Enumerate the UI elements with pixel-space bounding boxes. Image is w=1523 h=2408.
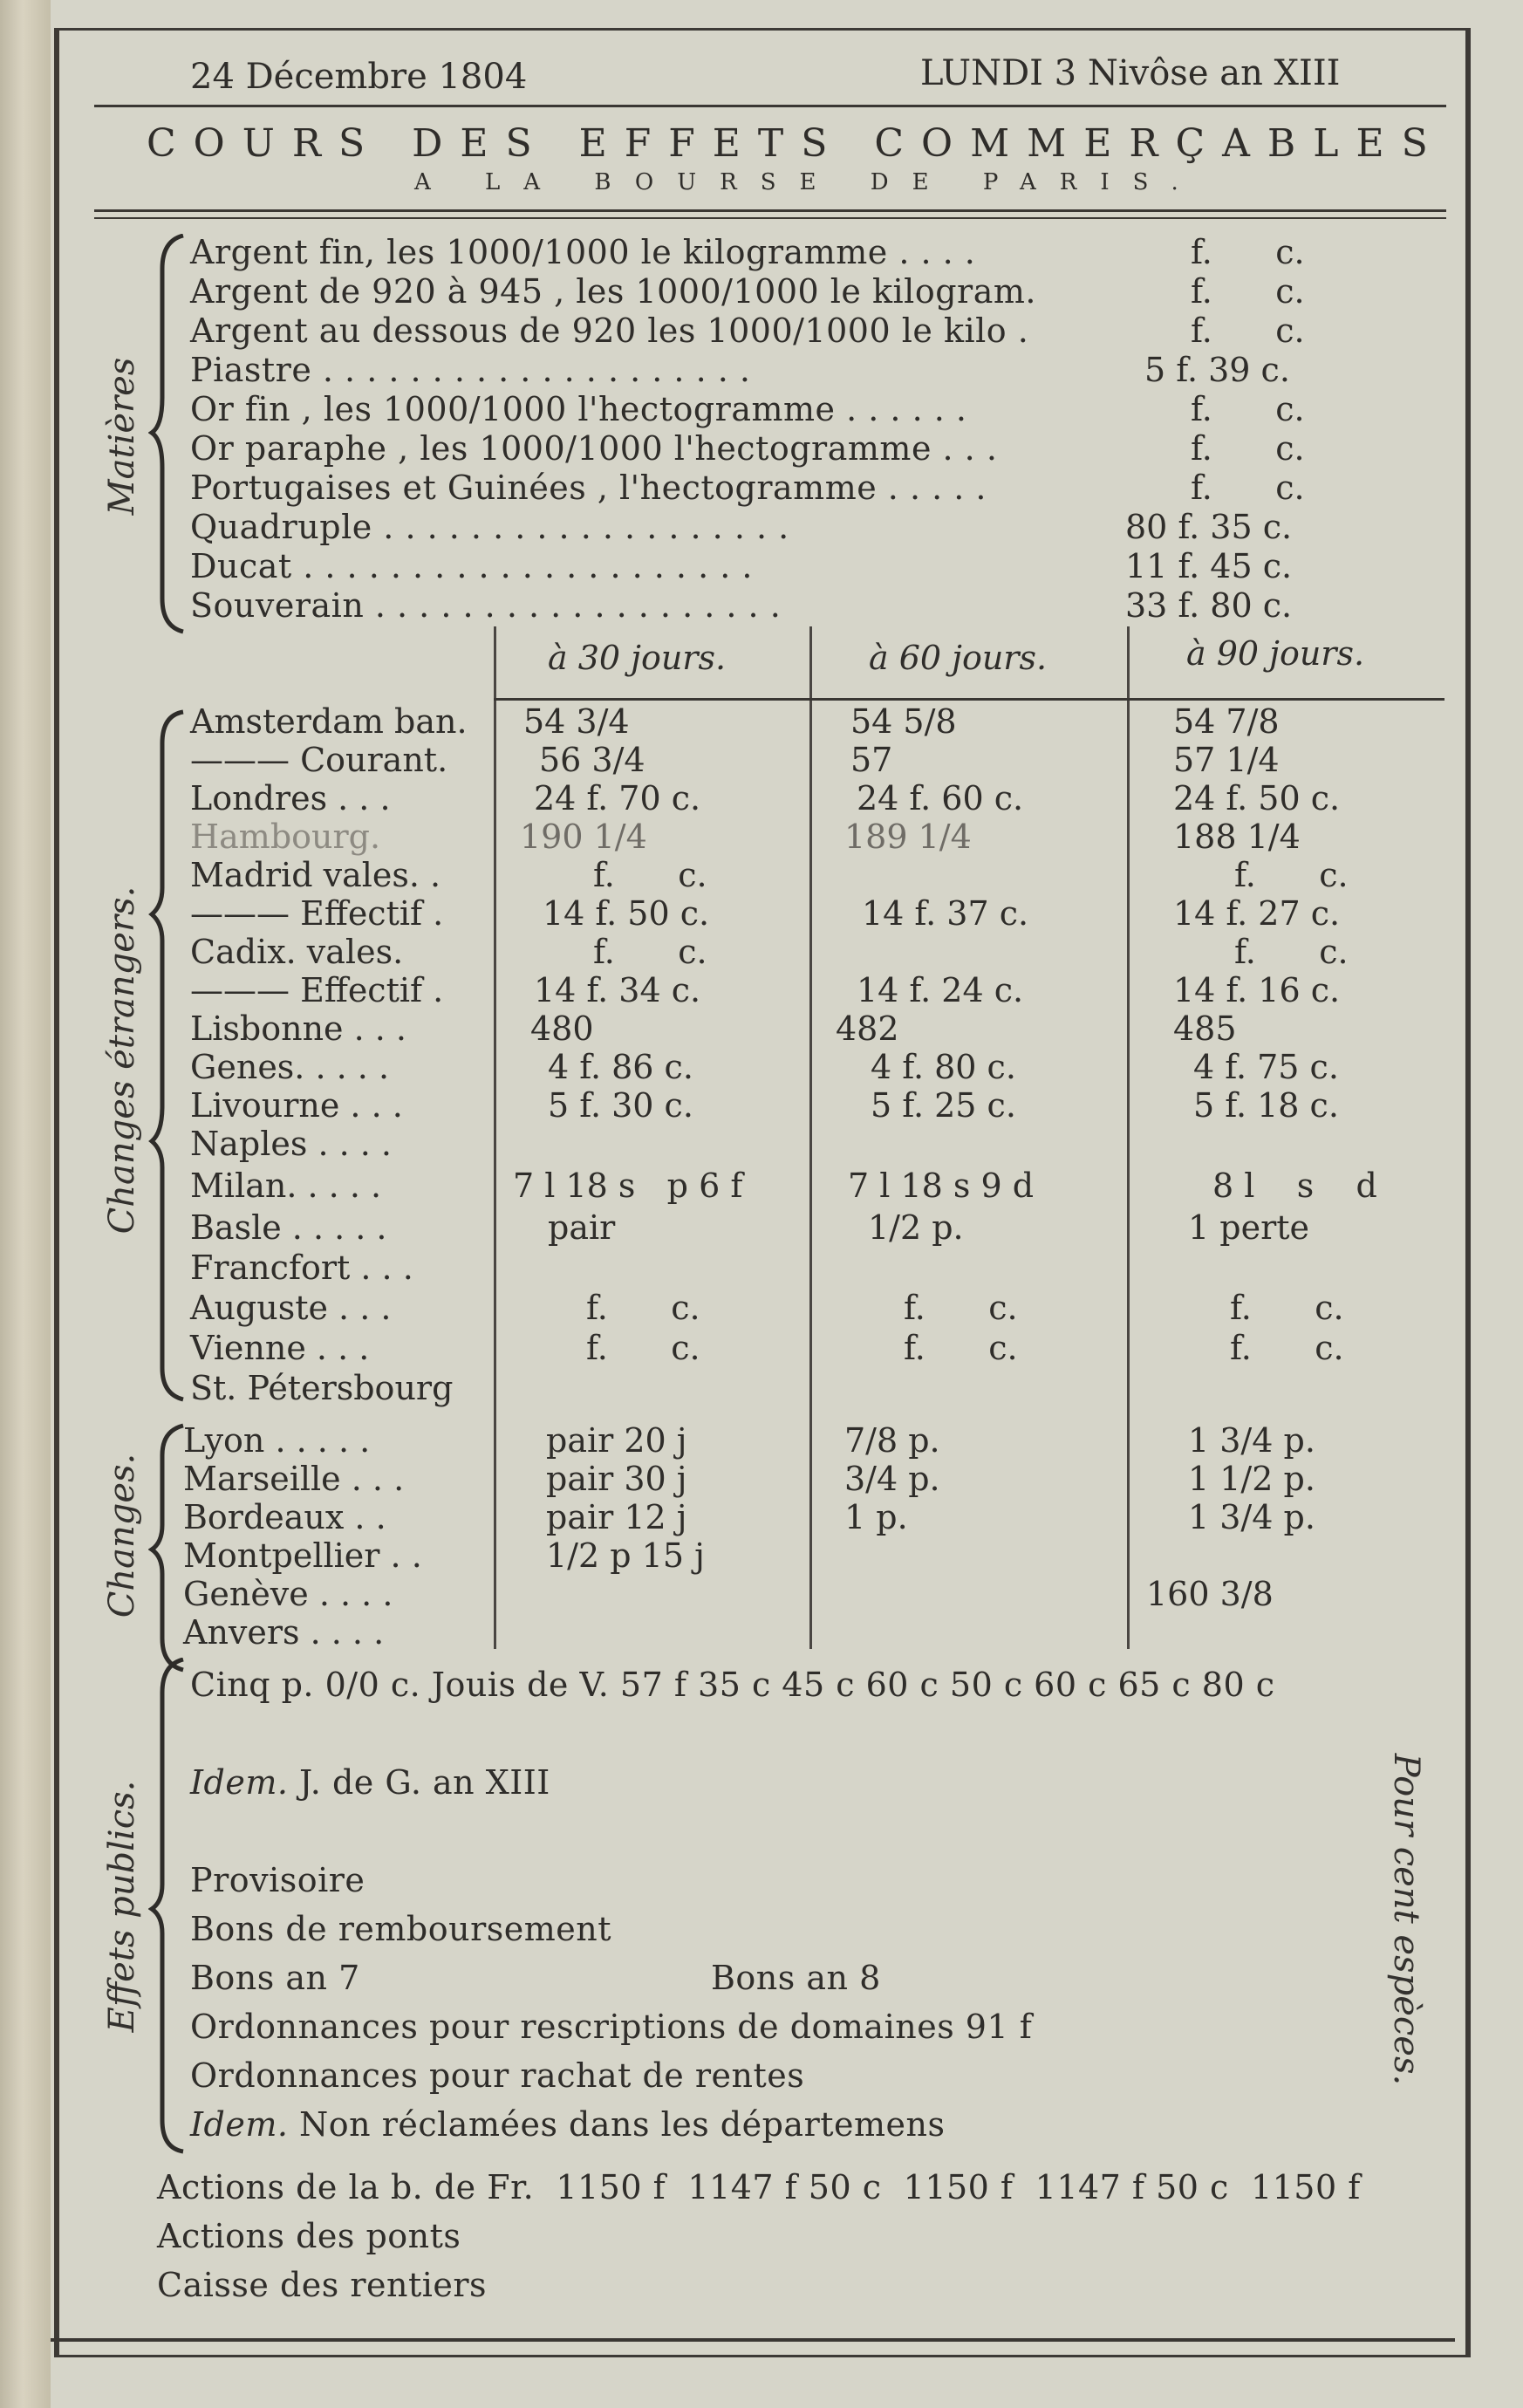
place-label: ——— Effectif . xyxy=(190,894,444,933)
effet-line: Cinq p. 0/0 c. Jouis de V. 57 f 35 c 45 c 60 c 50 c 60 c 65 c 80 c xyxy=(190,1666,1275,1704)
rate-60: 482 xyxy=(836,1009,899,1048)
place-label: Vienne . . . xyxy=(190,1329,370,1367)
matiere-label: Ducat . . . . . . . . . . . . . . . . . . . . . xyxy=(190,547,753,585)
rate-90: 24 f. 50 c. xyxy=(1173,779,1341,817)
place-label: Lisbonne . . . xyxy=(190,1009,407,1048)
effet-line: Idem. Non réclamées dans les départemens xyxy=(190,2105,946,2144)
rate-30: 14 f. 34 c. xyxy=(534,971,701,1009)
rate-30: 1/2 p 15 j xyxy=(546,1536,705,1575)
rate-90: 1 perte xyxy=(1188,1208,1309,1247)
rate-90: f. c. xyxy=(1230,1289,1344,1327)
rate-60: 3/4 p. xyxy=(844,1460,940,1498)
matiere-label: Portugaises et Guinées , l'hectogramme . . . . . xyxy=(190,469,987,507)
place-label: Londres . . . xyxy=(190,779,391,817)
rate-30: 14 f. 50 c. xyxy=(543,894,710,933)
place-label: St. Pétersbourg xyxy=(190,1369,454,1407)
brace-effets-publics xyxy=(148,1658,190,2155)
rate-90: 1 3/4 p. xyxy=(1188,1421,1315,1460)
matiere-value: f. c. xyxy=(1191,311,1305,350)
place-label: Anvers . . . . xyxy=(183,1613,385,1652)
column-header-30: à 30 jours. xyxy=(548,639,727,677)
rate-30: pair 20 j xyxy=(546,1421,687,1460)
rate-60: 14 f. 37 c. xyxy=(862,894,1029,933)
place-label: Auguste . . . xyxy=(190,1289,392,1327)
rate-30: 190 1/4 xyxy=(520,817,647,856)
matiere-value: f. c. xyxy=(1191,233,1305,271)
matiere-label: Argent fin, les 1000/1000 le kilogramme . . . . xyxy=(190,233,976,271)
place-label: Milan. . . . . xyxy=(190,1166,382,1205)
place-label: ——— Effectif . xyxy=(190,971,444,1009)
place-label: Naples . . . . xyxy=(190,1125,393,1163)
rate-90: 54 7/8 xyxy=(1173,702,1280,741)
rate-30: 480 xyxy=(530,1009,594,1048)
matiere-value: f. c. xyxy=(1191,469,1305,507)
rate-90: 485 xyxy=(1173,1009,1237,1048)
rate-90: f. c. xyxy=(1230,1329,1344,1367)
rate-90: 1 3/4 p. xyxy=(1188,1498,1315,1536)
section-label-effets-publics: Effets publics. xyxy=(102,1780,142,2033)
column-rule-3 xyxy=(1127,626,1130,1649)
book-binding xyxy=(0,0,51,2408)
section-label-changes-etrangers: Changes étrangers. xyxy=(102,886,142,1235)
header-rule xyxy=(94,105,1446,107)
rate-60: 4 f. 80 c. xyxy=(871,1048,1016,1086)
effet-line: Provisoire xyxy=(190,1861,365,1899)
rate-30: 4 f. 86 c. xyxy=(548,1048,693,1086)
rate-90: 8 l s d xyxy=(1212,1166,1377,1205)
place-label: Cadix. vales. xyxy=(190,933,404,971)
rate-30: 5 f. 30 c. xyxy=(548,1086,693,1125)
rate-30: f. c. xyxy=(586,1329,700,1367)
rate-30: pair xyxy=(548,1208,616,1247)
matiere-label: Or fin , les 1000/1000 l'hectogramme . . . . . . xyxy=(190,390,967,428)
section-label-pour-cent: Pour cent espèces. xyxy=(1386,1753,1426,2086)
matiere-label: Or paraphe , les 1000/1000 l'hectogramme . . . xyxy=(190,429,998,468)
rate-90: 57 1/4 xyxy=(1173,741,1280,779)
date-republican: LUNDI 3 Nivôse an XIII xyxy=(920,53,1341,93)
page-subtitle: A LA BOURSE DE PARIS. xyxy=(414,169,1202,195)
rate-30: f. c. xyxy=(593,933,707,971)
rate-90: 4 f. 75 c. xyxy=(1193,1048,1339,1086)
place-label: Genève . . . . xyxy=(183,1575,393,1613)
column-rule-2 xyxy=(809,626,812,1649)
matiere-value: 5 f. 39 c. xyxy=(1144,351,1290,389)
matiere-label: Piastre . . . . . . . . . . . . . . . . . . . . xyxy=(190,351,751,389)
section-label-matieres: Matières xyxy=(102,357,142,516)
matiere-label: Souverain . . . . . . . . . . . . . . . . . . . xyxy=(190,586,782,625)
footer-line: Actions de la b. de Fr. 1150 f 1147 f 50 c 1150 f 1147 f 50 c 1150 f xyxy=(157,2168,1361,2206)
rate-60: 57 xyxy=(850,741,893,779)
place-label: Genes. . . . . xyxy=(190,1048,390,1086)
effet-line: Ordonnances pour rachat de rentes xyxy=(190,2056,805,2095)
rate-60: 14 f. 24 c. xyxy=(857,971,1024,1009)
footer-line: Caisse des rentiers xyxy=(157,2266,488,2304)
rate-90: 188 1/4 xyxy=(1173,817,1301,856)
matiere-value: 33 f. 80 c. xyxy=(1125,586,1293,625)
rate-30: 24 f. 70 c. xyxy=(534,779,701,817)
section-label-changes: Changes. xyxy=(102,1453,142,1618)
rate-60: 7 l 18 s 9 d xyxy=(848,1166,1035,1205)
rate-30: f. c. xyxy=(593,856,707,894)
column-rule-1 xyxy=(494,626,496,1649)
matiere-value: f. c. xyxy=(1191,390,1305,428)
rate-30: pair 12 j xyxy=(546,1498,687,1536)
matiere-value: f. c. xyxy=(1191,429,1305,468)
rate-60: 7/8 p. xyxy=(844,1421,940,1460)
column-header-90: à 90 jours. xyxy=(1186,634,1365,673)
column-header-60: à 60 jours. xyxy=(869,639,1048,677)
place-label: Francfort . . . xyxy=(190,1248,413,1287)
rate-90: 14 f. 27 c. xyxy=(1173,894,1341,933)
place-label: Amsterdam ban. xyxy=(190,702,468,741)
rate-30: 54 3/4 xyxy=(523,702,630,741)
bottom-rule xyxy=(51,2338,1455,2342)
rate-60: 1/2 p. xyxy=(868,1208,964,1247)
title-rule-1 xyxy=(94,209,1446,212)
rate-90: f. c. xyxy=(1234,856,1349,894)
column-header-rule xyxy=(494,698,1444,701)
rate-30: 7 l 18 s p 6 f xyxy=(513,1166,743,1205)
footer-line: Actions des ponts xyxy=(157,2217,461,2255)
place-label: Montpellier . . xyxy=(183,1536,422,1575)
effet-line: Bons an 7 xyxy=(190,1959,360,1997)
place-label: Hambourg. xyxy=(190,817,381,856)
rate-60: f. c. xyxy=(904,1329,1018,1367)
place-label: Marseille . . . xyxy=(183,1460,405,1498)
place-label: Madrid vales. . xyxy=(190,856,441,894)
place-label: Bordeaux . . xyxy=(183,1498,386,1536)
rate-60: 54 5/8 xyxy=(850,702,957,741)
matiere-label: Argent de 920 à 945 , les 1000/1000 le kilogram. xyxy=(190,272,1036,311)
place-label: Lyon . . . . . xyxy=(183,1421,371,1460)
effet-line: Bons de remboursement xyxy=(190,1910,612,1948)
rate-90: 1 1/2 p. xyxy=(1188,1460,1315,1498)
rate-90: 14 f. 16 c. xyxy=(1173,971,1341,1009)
place-label: Livourne . . . xyxy=(190,1086,403,1125)
matiere-value: 11 f. 45 c. xyxy=(1125,547,1293,585)
effet-line: Ordonnances pour rescriptions de domaines 91 f xyxy=(190,2008,1033,2046)
date-gregorian: 24 Décembre 1804 xyxy=(190,57,528,97)
place-label: ——— Courant. xyxy=(190,741,448,779)
title-rule-2 xyxy=(94,217,1446,219)
rate-90: f. c. xyxy=(1234,933,1349,971)
rate-90: 160 3/8 xyxy=(1146,1575,1274,1613)
rate-30: 56 3/4 xyxy=(539,741,645,779)
place-label: Basle . . . . . xyxy=(190,1208,387,1247)
rate-60: 1 p. xyxy=(844,1498,908,1536)
rate-30: pair 30 j xyxy=(546,1460,687,1498)
rate-90: 5 f. 18 c. xyxy=(1193,1086,1339,1125)
rate-30: f. c. xyxy=(586,1289,700,1327)
rate-60: 189 1/4 xyxy=(844,817,972,856)
rate-60: 5 f. 25 c. xyxy=(871,1086,1016,1125)
matiere-value: f. c. xyxy=(1191,272,1305,311)
page-title: COURS DES EFFETS COMMERÇABLES xyxy=(147,121,1445,166)
effet-line: Idem. J. de G. an XIII xyxy=(190,1763,550,1802)
matiere-label: Quadruple . . . . . . . . . . . . . . . . . . . xyxy=(190,508,789,546)
rate-60: f. c. xyxy=(904,1289,1018,1327)
matiere-value: 80 f. 35 c. xyxy=(1125,508,1293,546)
rate-60: 24 f. 60 c. xyxy=(857,779,1024,817)
effet-line: Bons an 8 xyxy=(711,1959,881,1997)
matiere-label: Argent au dessous de 920 les 1000/1000 le kilo . xyxy=(190,311,1029,350)
